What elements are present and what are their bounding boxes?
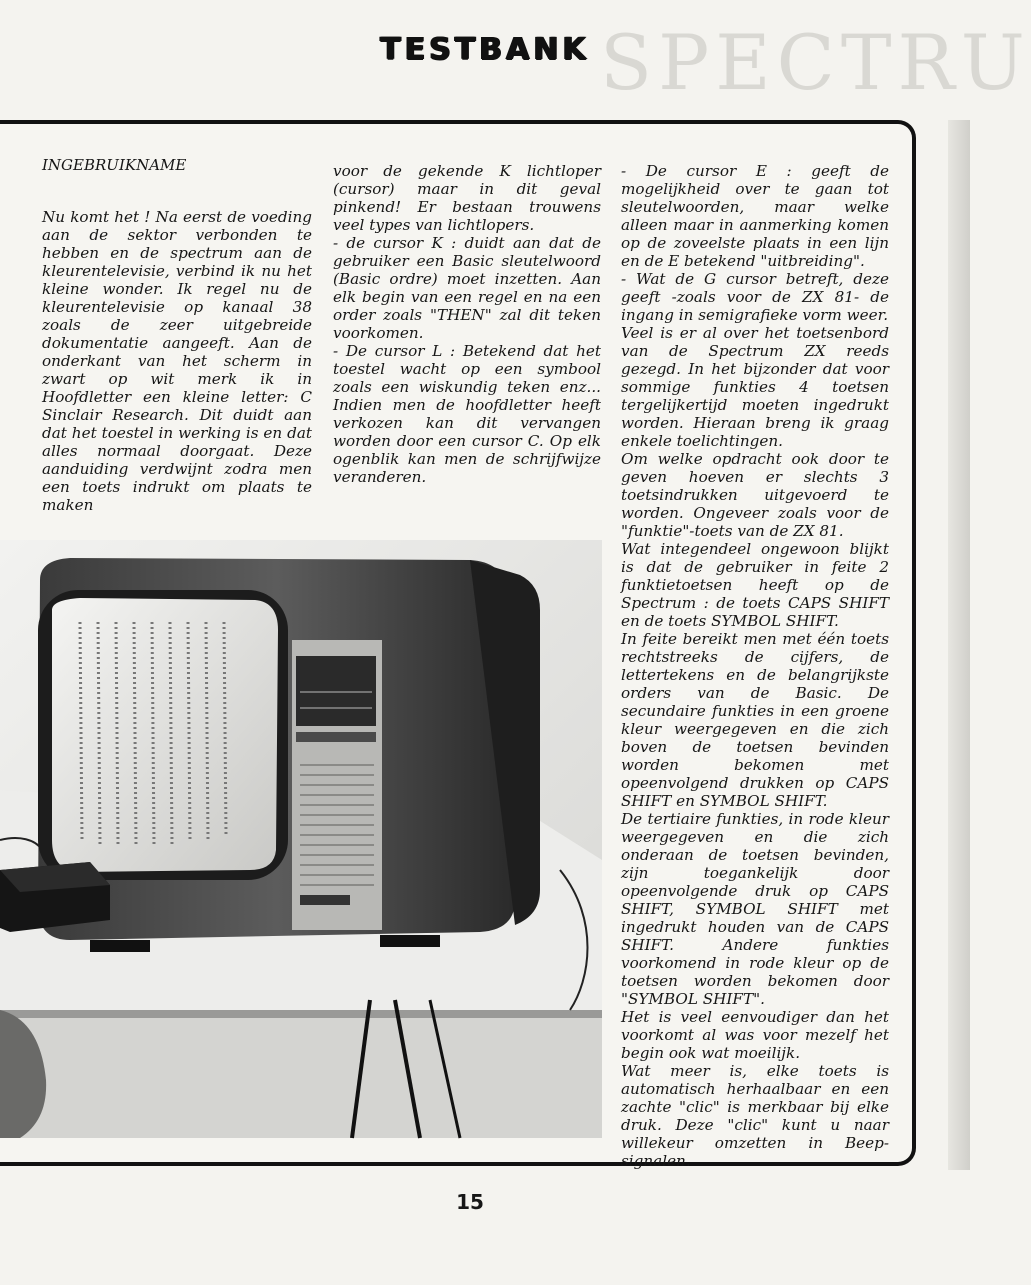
page-number: 15 — [456, 1190, 484, 1214]
bleed-through-text: SPECTRU — [600, 18, 1031, 107]
column-2: voor de gekende K lichtloper (cursor) maar in dit geval pinkend! Er bestaan trouwens veel types van lichtlopers. - de cursor K : duidt aan dat de gebruiker een Basic sleutelwoord (Basic ordre) moet inzetten. Aan elk begin van een regel en na een order zoals "THEN" zal dit teken voorkomen. - De cursor L : Betekend dat het toestel wacht op een symbool zoals een wiskundig teken enz... Indien men de hoofdletter heeft verkozen kan dit vervangen worden door een cursor C. Op elk ogenblik kan men de schrijfwijze veranderen. — [333, 162, 601, 486]
column-3: - De cursor E : geeft de mogelijkheid over te gaan tot sleutelwoorden, maar welke alleen maar in aanmerking komen op de zoveelste plaats in een lijn en de E betekend "uitbreiding". - Wat de G cursor betreft, deze geeft -zoals voor de ZX 81- de ingang in semigrafieke vorm weer. Veel is er al over het toetsenbord van de Spectrum ZX reeds gezegd. In het bijzonder dat voor sommige funkties 4 toetsen tergelijkertijd moeten ingedrukt worden. Hieraan breng ik graag enkele toelichtingen. Om welke opdracht ook door te geven hoeven er slechts 3 toetsindrukken uitgevoerd te worden. Ongeveer zoals voor de "funktie"-toets van de ZX 81. Wat integendeel ongewoon blijkt is dat de gebruiker in feite 2 funktietoetsen heeft op de Spectrum : de toets CAPS SHIFT en de toets SYMBOL SHIFT. In feite bereikt men met één toets rechtstreeks de cijfers, de lettertekens en de belangrijkste orders van de Basic. De secundaire funkties in een groene kleur weergegeven en die zich boven de toetsen bevinden worden bekomen met opeenvolgend drukken op CAPS SHIFT en SYMBOL SHIFT. De tertiaire funkties, in rode kleur weergegeven en die zich onderaan de toetsen bevinden, zijn toegankelijk door opeenvolgende druk op CAPS SHIFT, SYMBOL SHIFT met ingedrukt houden van de CAPS SHIFT. Andere funkties voorkomend in rode kleur op de toetsen worden bekomen door "SYMBOL SHIFT". Het is veel eenvoudiger dan het voorkomt al was voor mezelf het begin ook wat moeilijk. Wat meer is, elke toets is automatisch herhaalbaar en een zachte "clic" is merkbaar bij elke druk. Deze "clic" kunt u naar willekeur omzetten in Beep-signalen. — [621, 162, 889, 1170]
tv-screen — [52, 598, 278, 872]
article-heading: INGEBRUIKNAME — [42, 156, 187, 174]
column-1 — [42, 156, 312, 514]
section-masthead — [0, 32, 970, 67]
tv-photo — [0, 540, 602, 1138]
column-1-text: Nu komt het ! Na eerst de voeding aan de sektor verbonden te hebben en de spectrum aan de kleurentelevisie, verbind ik nu het kleine wonder. Ik regel nu de kleurentelevisie op kanaal 38 zoals de zeer uitgebreide dokumentatie aangeeft. Aan de onderkant van het scherm in zwart op wit merk ik in Hoofdletter een kleine letter: C Sinclair Research. Dit duidt aan dat het toestel in werking is en dat alles normaal doorgaat. Deze aanduiding verdwijnt zodra men een toets indrukt om plaats te maken — [42, 208, 312, 514]
adjacent-page-edge — [948, 120, 970, 1170]
masthead-title: TESTBANK — [380, 32, 590, 67]
